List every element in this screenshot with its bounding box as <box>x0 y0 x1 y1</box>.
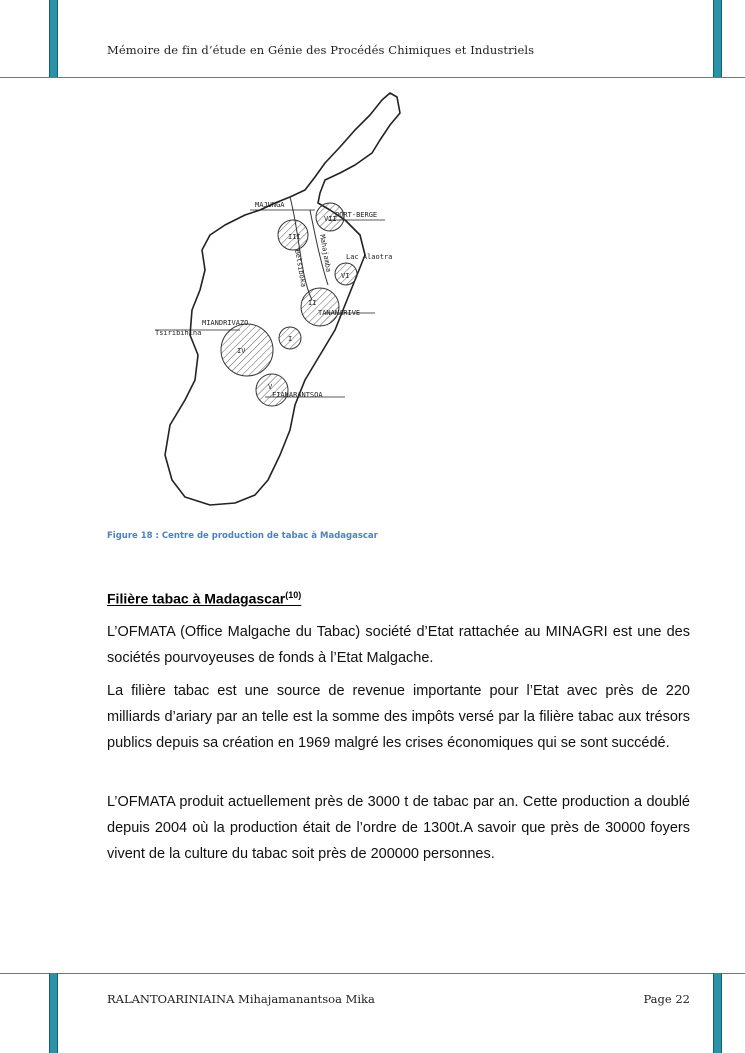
header-bar-right <box>713 0 722 78</box>
label-betsiboka: Betsiboka <box>293 248 308 288</box>
label-majunga: MAJUNGA <box>255 201 285 209</box>
figure-caption: Figure 18 : Centre de production de tabac à Madagascar <box>107 531 378 541</box>
zone-2-circle <box>301 288 339 326</box>
section-ref: (10) <box>285 590 302 600</box>
label-tananarive: TANANARIVE <box>318 309 361 317</box>
label-tsiribihina: Tsiribihina <box>155 329 202 337</box>
paragraph-3: L’OFMATA produit actuellement près de 3000 t de tabac par an. Cette production a doublé depuis 2004 où la production était de l’ordre de 1300t.A savoir que près de 30000 foyers vivent de la culture du tabac soit près de 200000 personnes. <box>107 794 690 862</box>
paragraph-1: L’OFMATA (Office Malgache du Tabac) société d’Etat rattachée au MINAGRI est une des sociétés pourvoyeuses de fonds à l’Etat Malgache. <box>107 624 690 666</box>
label-zone-6: VI <box>341 272 350 280</box>
header-title: Mémoire de fin d’étude en Génie des Procédés Chimiques et Industriels <box>107 43 535 57</box>
footer-rule <box>0 973 745 974</box>
zone-4-circle <box>221 324 273 376</box>
header-bar-left <box>49 0 58 78</box>
footer-bar-right <box>713 973 722 1053</box>
label-port-berge: PORT-BERGE <box>335 211 378 219</box>
footer-bar-left <box>49 973 58 1053</box>
label-lac-alaotra: Lac Alaotra <box>346 253 393 261</box>
footer-page-number: Page 22 <box>643 992 690 1006</box>
label-zone-4: IV <box>237 347 246 355</box>
label-zone-7: VII <box>324 215 337 223</box>
label-fianarantsoa: FIANARANTSOA <box>272 391 323 399</box>
section-title <box>107 590 301 607</box>
label-zone-2: II <box>308 299 317 307</box>
header-rule <box>0 77 745 78</box>
island-outline <box>165 93 400 505</box>
label-miandrivazo: MIANDRIVAZO <box>202 319 249 327</box>
footer-author: RALANTOARINIAINA Mihajamanantsoa Mika <box>107 992 375 1006</box>
section-title-text: Filière tabac à Madagascar <box>107 590 286 607</box>
label-zone-5: V <box>268 383 273 391</box>
paragraph-2: La filière tabac est une source de revenue importante pour l’Etat avec près de 220 milliards d’ariary par an telle est la somme des impôts versé par la filière tabac aux trésors publics depuis sa création en 1969 malgré les crises économiques qui se sont succédé. <box>107 683 690 751</box>
label-zone-1: I <box>288 335 293 343</box>
label-mahajamba: Mahajamba <box>318 233 333 273</box>
label-zone-3: III <box>288 233 301 241</box>
madagascar-map <box>150 85 410 510</box>
